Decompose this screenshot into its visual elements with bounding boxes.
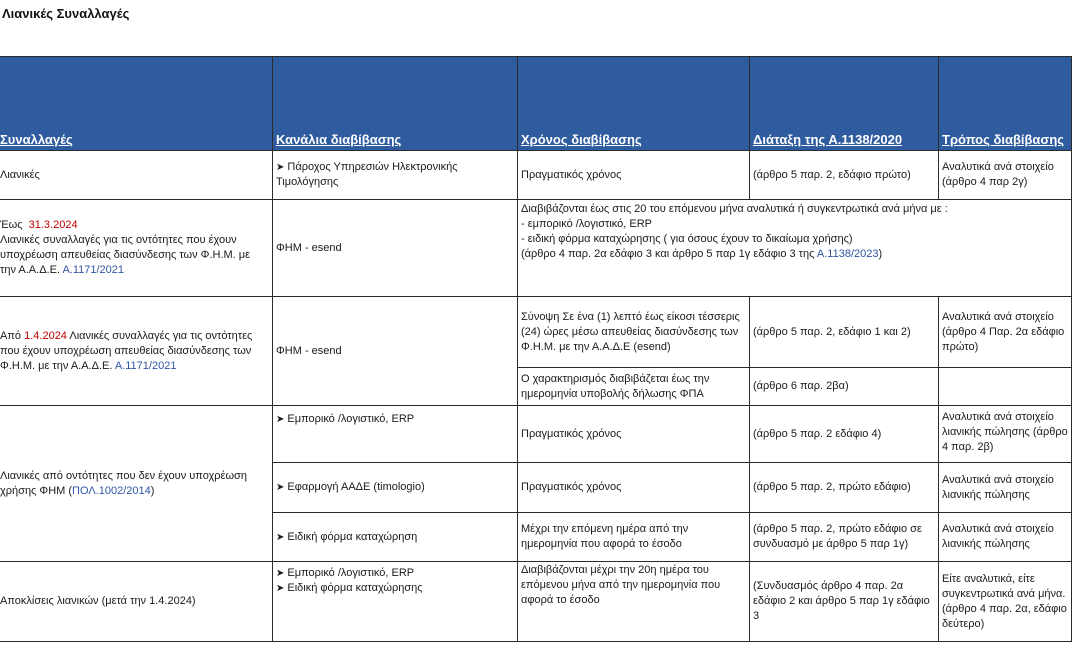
law-link[interactable]: ΠΟΛ.1002/2014 (72, 484, 151, 497)
cell-transactions: Έως 31.3.2024 Λιανικές συναλλαγές για τις οντότητες που έχουν υποχρέωση απευθείας διασύνδεσης των Φ.Η.Μ. με την Α.Α.Δ.Ε. Α.1171/2021 (0, 200, 273, 297)
bullet-arrow-icon (276, 567, 287, 579)
cell-time: Πραγματικός χρόνος (518, 463, 750, 513)
date-highlight: 31.3.2024 (28, 219, 78, 231)
bullet-arrow-icon (276, 481, 287, 493)
header-provision: Διάταξη της Α.1138/2020 (750, 57, 939, 151)
cell-time: Πραγματικός χρόνος (518, 151, 750, 200)
cell-transactions: Λιανικές από οντότητες που δεν έχουν υποχρέωση χρήσης ΦΗΜ (ΠΟΛ.1002/2014) (0, 406, 273, 562)
cell-time: Ο χαρακτηρισμός διαβιβάζεται έως την ημερομηνία υποβολής δήλωσης ΦΠΑ (518, 368, 750, 406)
cell-provision: (άρθρο 6 παρ. 2βα) (750, 368, 939, 406)
cell-method: Αναλυτικά ανά στοιχείο (άρθρο 4 παρ 2γ) (939, 151, 1072, 200)
law-link[interactable]: Α.1138/2023 (816, 248, 879, 260)
cell-method: Αναλυτικά ανά στοιχείο (άρθρο 4 Παρ. 2α εδάφιο πρώτο) (939, 297, 1072, 368)
cell-channel: ➤ Εφαρμογή ΑΑΔΕ (timologio) (273, 463, 518, 513)
transactions-table (0, 56, 1072, 642)
cell-channel: ΦΗΜ - esend (273, 200, 518, 297)
bullet-arrow-icon (276, 413, 287, 425)
cell-provision: (άρθρο 5 παρ. 2, πρώτο εδάφιο) (750, 463, 939, 513)
header-row (0, 57, 1072, 151)
cell-channel: ➤ Εμπορικό /λογιστικό, ERP (273, 406, 518, 463)
table-row (0, 406, 1072, 463)
cell-time: Πραγματικός χρόνος (518, 406, 750, 463)
cell-time-merged: Διαβιβάζονται έως στις 20 του επόμενου μήνα αναλυτικά ή συγκεντρωτικά ανά μήνα με : - εμπορικό /λογιστικό, ERP - ειδική φόρμα καταχώρησης ( για όσους έχουν το δικαίωμα χρήσης) (άρθρο 4 παρ. 2α εδάφιο 3 και άρθρο 5 παρ 1γ εδάφιο 3 της Α.1138/2023) (518, 200, 1072, 297)
cell-transactions: Από 1.4.2024 Λιανικές συναλλαγές για τις οντότητες που έχουν υποχρέωση απευθείας διασύνδεσης των Φ.Η.Μ. με την Α.Α.Δ.Ε. Α.1171/2021 (0, 297, 273, 406)
table-row (0, 200, 1072, 297)
law-link[interactable]: Α.1171/2021 (62, 264, 125, 276)
header-channels: Κανάλια διαβίβασης (273, 57, 518, 151)
cell-time: Μέχρι την επόμενη ημέρα από την ημερομηνία που αφορά το έσοδο (518, 513, 750, 562)
page-title: Λιανικές Συναλλαγές (2, 6, 130, 21)
table-row (0, 562, 1072, 642)
cell-method: Είτε αναλυτικά, είτε συγκεντρωτικά ανά μήνα. (άρθρο 4 παρ. 2α, εδάφιο δεύτερο) (939, 562, 1072, 642)
cell-channel: ➤ Ειδική φόρμα καταχώρηση (273, 513, 518, 562)
cell-provision: (άρθρο 5 παρ. 2, εδάφιο 1 και 2) (750, 297, 939, 368)
bullet-arrow-icon (276, 582, 287, 594)
law-link[interactable]: Α.1171/2021 (114, 359, 177, 372)
cell-method: Αναλυτικά ανά στοιχείο λιανικής πώλησης (939, 513, 1072, 562)
header-time: Χρόνος διαβίβασης (518, 57, 750, 151)
cell-method (939, 368, 1072, 406)
cell-provision: (άρθρο 5 παρ. 2, εδάφιο πρώτο) (750, 151, 939, 200)
cell-transactions: Λιανικές (0, 151, 273, 200)
table-row (0, 297, 1072, 368)
cell-method: Αναλυτικά ανά στοιχείο λιανικής πώλησης (άρθρο 4 παρ. 2β) (939, 406, 1072, 463)
header-transactions: Συναλλαγές (0, 57, 273, 151)
cell-channel: ➤ Εμπορικό /λογιστικό, ERP ➤ Ειδική φόρμα καταχώρησης (273, 562, 518, 642)
cell-provision: (άρθρο 5 παρ. 2, πρώτο εδάφιο σε συνδυασμό με άρθρο 5 παρ 1γ) (750, 513, 939, 562)
cell-method: Αναλυτικά ανά στοιχείο λιανικής πώλησης (939, 463, 1072, 513)
cell-provision: (άρθρο 5 παρ. 2 εδάφιο 4) (750, 406, 939, 463)
table-row (0, 151, 1072, 200)
cell-provision: (Συνδυασμός άρθρο 4 παρ. 2α εδάφιο 2 και άρθρο 5 παρ 1γ εδάφιο 3 (750, 562, 939, 642)
date-highlight: 1.4.2024 (24, 329, 67, 342)
cell-time: Διαβιβάζονται μέχρι την 20η ημέρα του επόμενου μήνα από την ημερομηνία που αφορά το έσοδο (518, 562, 750, 642)
bullet-arrow-icon (276, 161, 287, 173)
header-method: Τρόπος διαβίβασης (939, 57, 1072, 151)
cell-channel: ➤ Πάροχος Υπηρεσιών Ηλεκτρονικής Τιμολόγησης (273, 151, 518, 200)
cell-time: Σύνοψη Σε ένα (1) λεπτό έως είκοσι τέσσερις (24) ώρες μέσω απευθείας διασύνδεσης των Φ.Η.Μ. με την Α.Α.Δ.Ε (esend) (518, 297, 750, 368)
cell-transactions: Αποκλίσεις λιανικών (μετά την 1.4.2024) (0, 562, 273, 642)
bullet-arrow-icon (276, 531, 287, 543)
cell-channel: ΦΗΜ - esend (273, 297, 518, 406)
